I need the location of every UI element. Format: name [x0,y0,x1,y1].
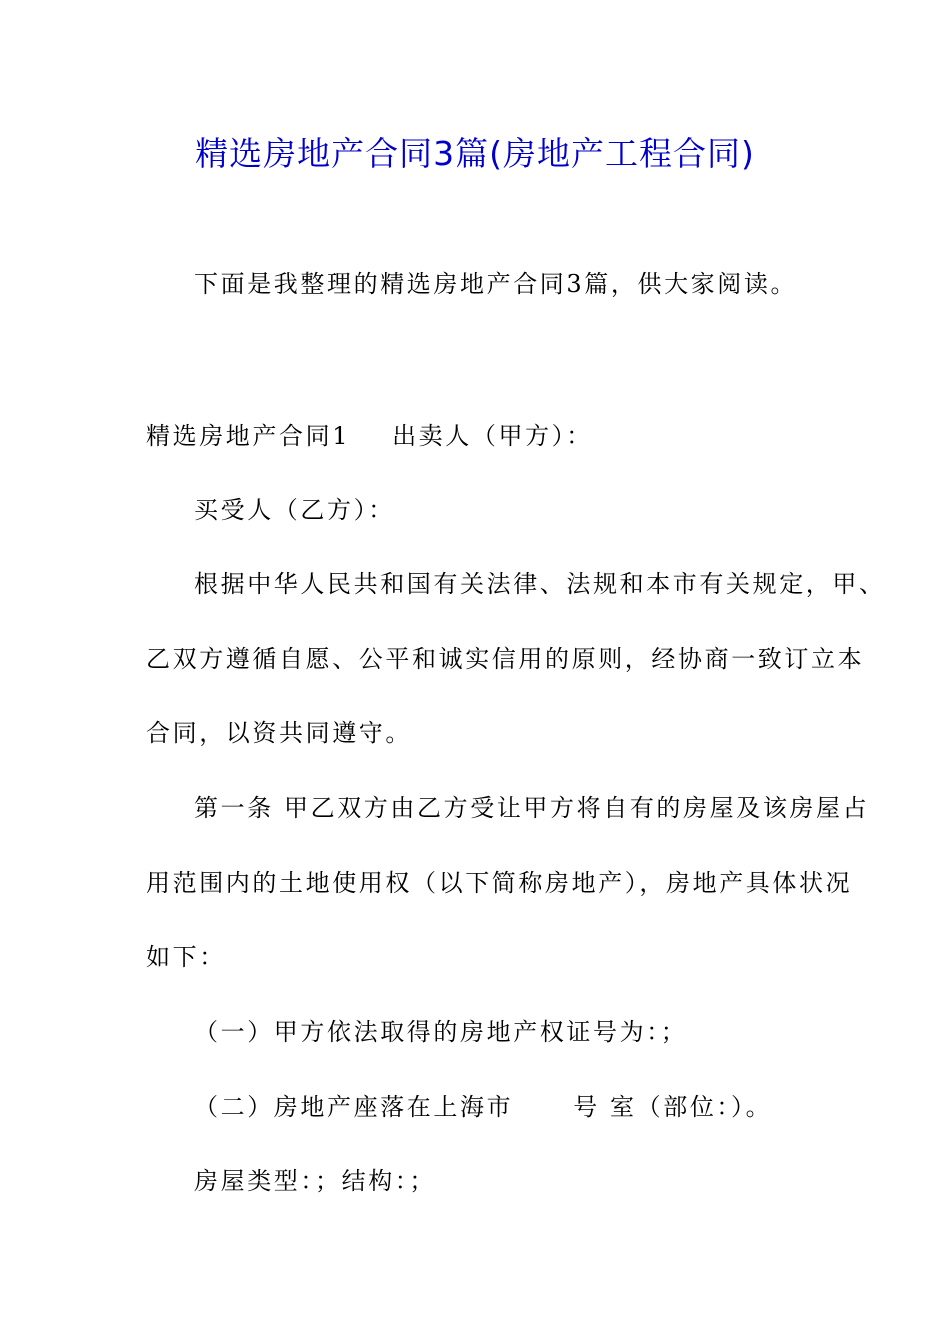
item-2-room: 号 室（部位：）。 [573,1093,773,1121]
section-heading-line [146,420,593,452]
intro-paragraph: 下面是我整理的精选房地产合同3篇，供大家阅读。 [194,270,798,298]
item-1: （一）甲方依法取得的房地产权证号为：； [194,1018,688,1046]
article-1-line-2: 用范围内的土地使用权（以下简称房地产），房地产具体状况 [146,869,853,897]
article-1-line-1: 第一条 甲乙双方由乙方受让甲方将自有的房屋及该房屋占 [194,794,870,822]
house-info: 房屋类型：；结构：； [194,1167,436,1195]
section-heading: 精选房地产合同1 [146,422,351,450]
paragraph-1-line-3: 合同，以资共同遵守。 [146,719,412,747]
seller-label: 出卖人（甲方）： [392,422,593,450]
item-2-location: （二）房地产座落在上海市 [194,1093,514,1121]
article-1-line-3: 如下： [146,943,226,971]
document-title: 精选房地产合同3篇(房地产工程合同) [195,134,755,173]
buyer-label: 买受人（乙方）： [194,496,395,524]
paragraph-1-line-2: 乙双方遵循自愿、公平和诚实信用的原则，经协商一致订立本 [146,645,865,673]
item-2-line [194,1091,772,1123]
paragraph-1-line-1: 根据中华人民共和国有关法律、法规和本市有关规定，甲、 [194,570,886,598]
